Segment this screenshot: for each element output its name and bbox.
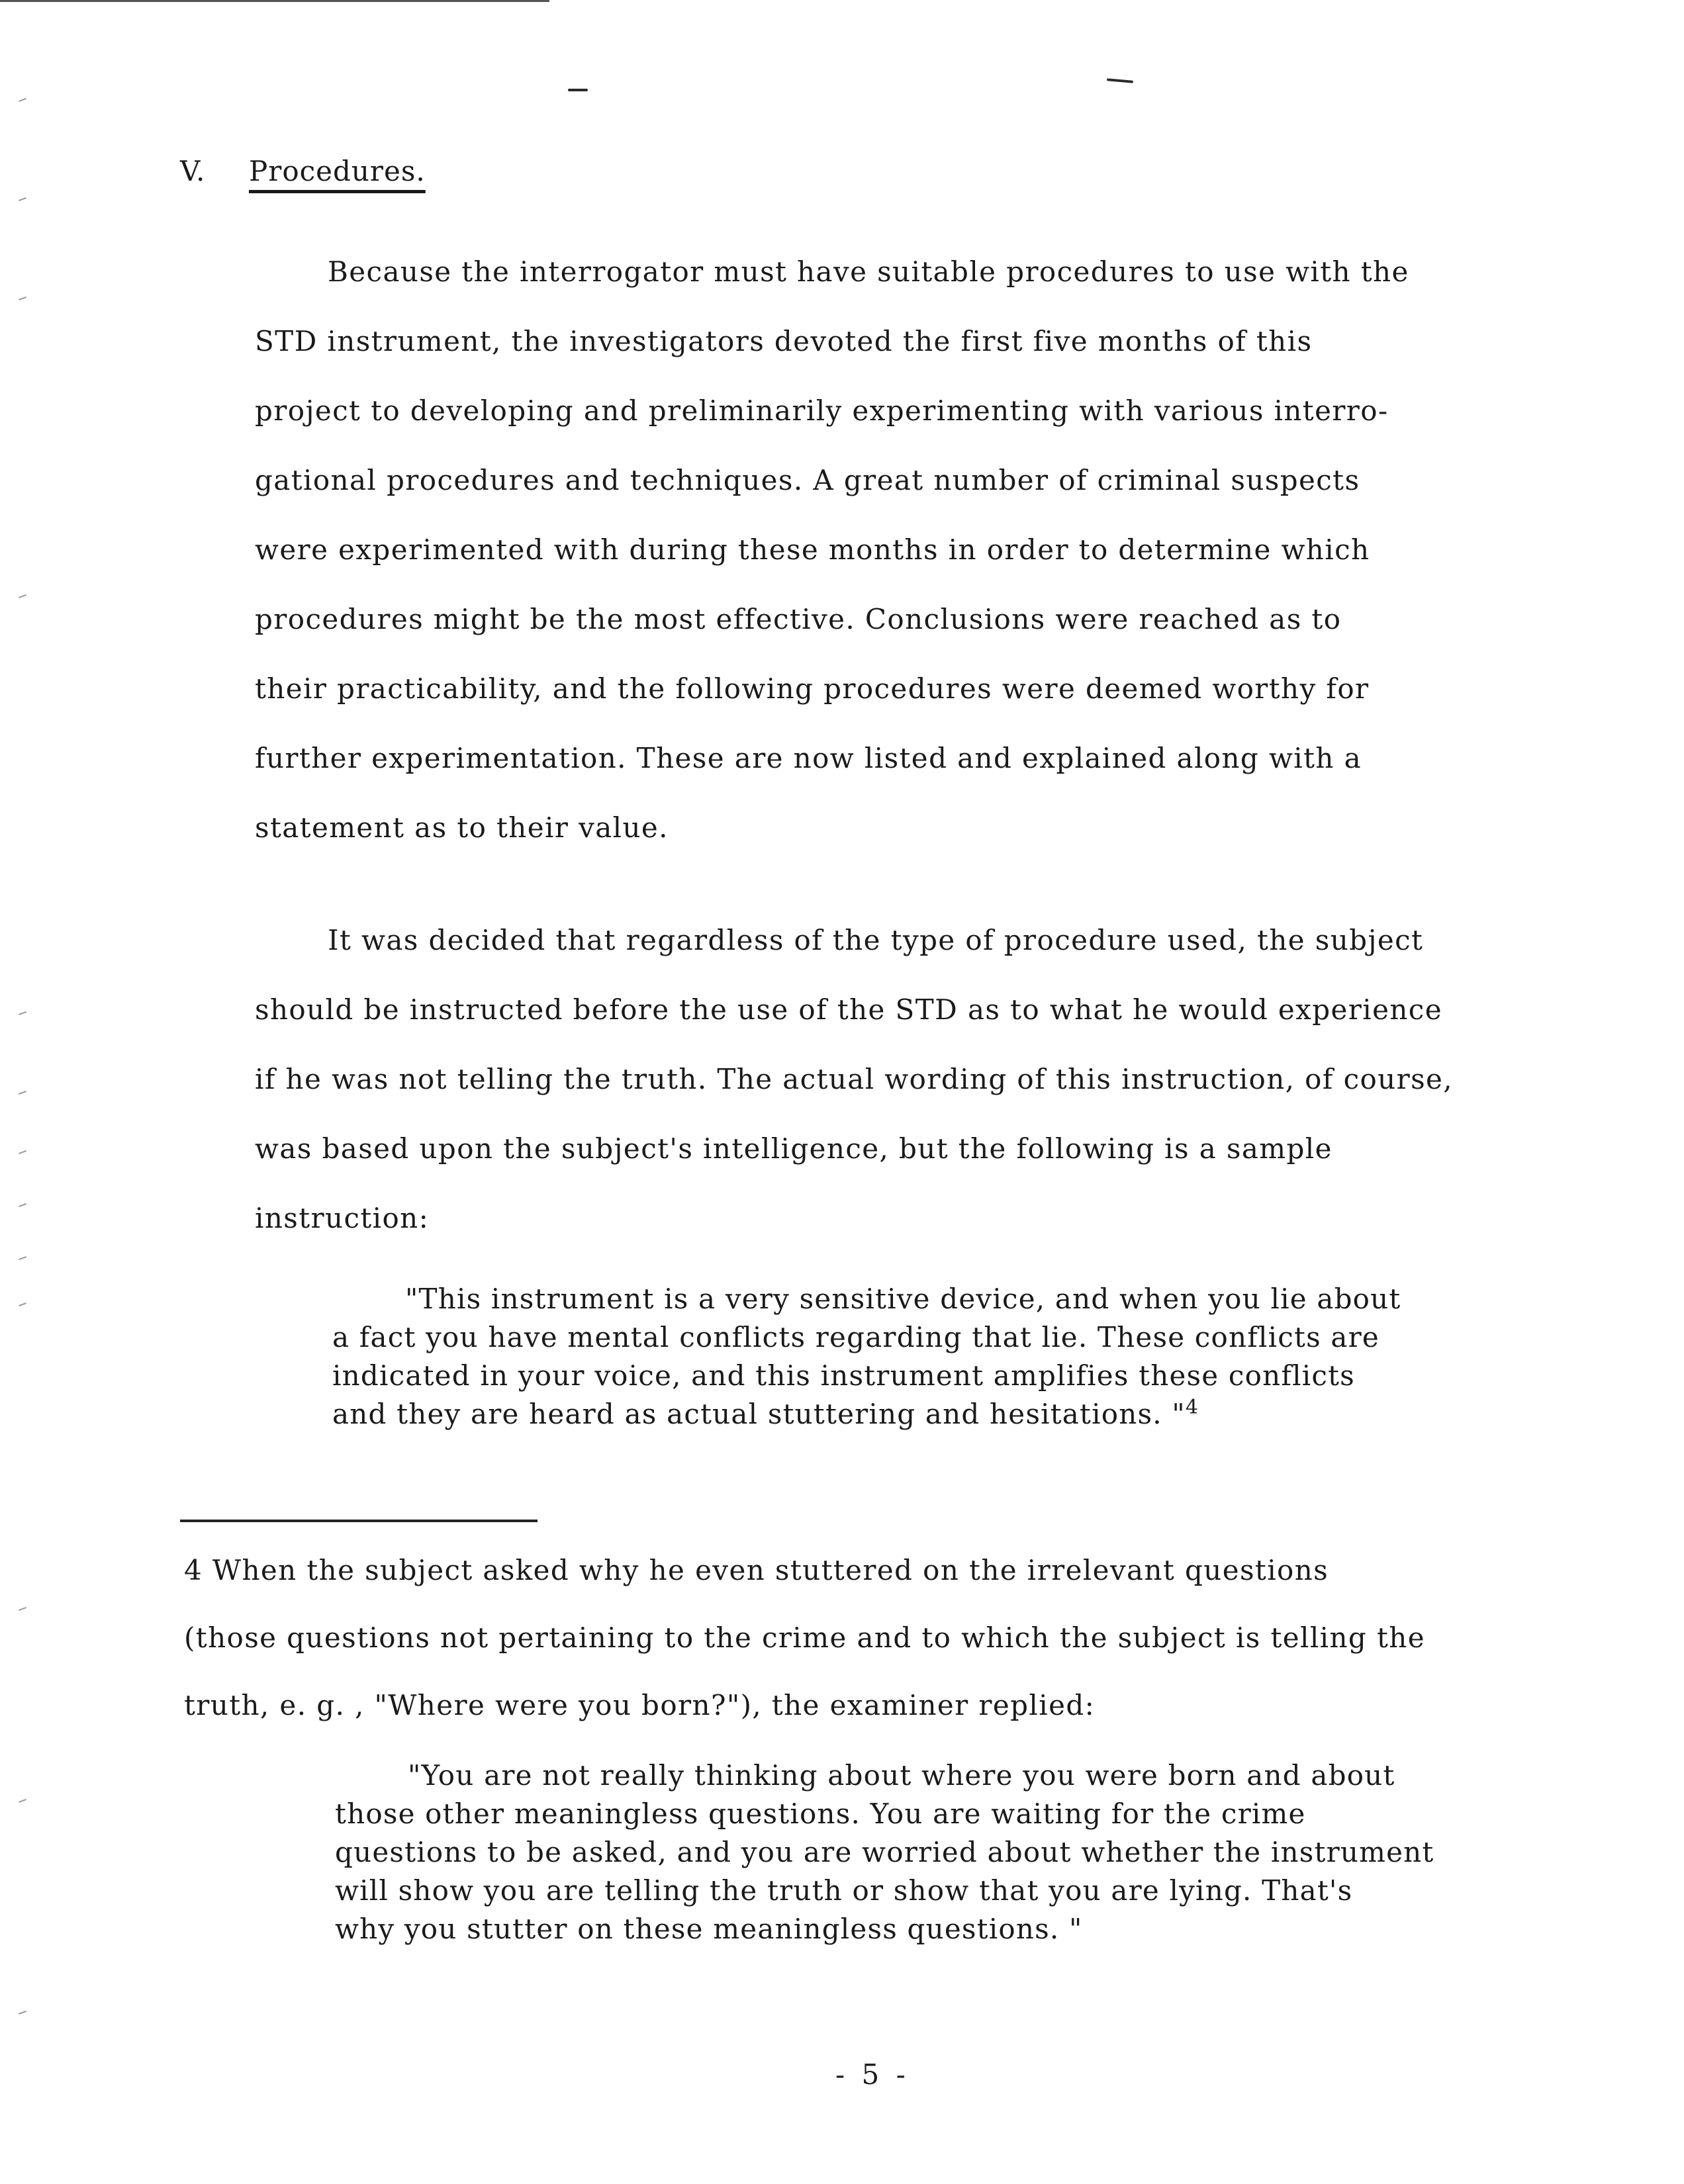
quote-line: those other meaningless questions. You are waiting for the crime (335, 1797, 1306, 1830)
footnote-line: (those questions not pertaining to the crime and to which the subject is telling the (184, 1621, 1425, 1654)
paragraph-line: STD instrument, the investigators devoted the first five months of this (255, 325, 1313, 357)
quote-line-text: and they are heard as actual stuttering and hesitations. " (332, 1398, 1186, 1430)
paragraph-line: statement as to their value. (255, 811, 669, 844)
paragraph-line: gational procedures and techniques. A great number of criminal suspects (255, 464, 1360, 496)
quote-line: questions to be asked, and you are worried about whether the instrument (335, 1836, 1434, 1868)
quote-line: indicated in your voice, and this instrument amplifies these conflicts (332, 1359, 1355, 1392)
quote-line: why you stutter on these meaningless questions. " (335, 1913, 1083, 1945)
paragraph-line: was based upon the subject's intelligence, but the following is a sample (255, 1132, 1333, 1165)
examiner-reply-quote (335, 1756, 1593, 1948)
paragraph-line: instruction: (255, 1202, 430, 1234)
quote-line (332, 1395, 1590, 1433)
quote-line: "You are not really thinking about where you were born and about (408, 1759, 1395, 1792)
paragraph-line: further experimentation. These are now listed and explained along with a (255, 742, 1362, 774)
scan-top-rule (0, 0, 549, 2)
footnote-line: truth, e. g. , "Where were you born?"), the examiner replied: (184, 1689, 1096, 1721)
paragraph-line: project to developing and preliminarily experimenting with various interro- (255, 394, 1389, 427)
section-heading (180, 155, 426, 187)
quote-line: a fact you have mental conflicts regarding that lie. These conflicts are (332, 1321, 1380, 1353)
paragraph-intro (255, 237, 1605, 862)
page-number: - 5 - (835, 2058, 910, 2091)
scan-artifact-right (1107, 78, 1133, 83)
footnote-separator (180, 1520, 538, 1522)
paragraph-instruction (255, 905, 1605, 1253)
paragraph-line: Because the interrogator must have suitable procedures to use with the (328, 255, 1409, 288)
footnote-line: 4 When the subject asked why he even stuttered on the irrelevant questions (184, 1554, 1329, 1586)
footnote-4 (184, 1537, 1614, 1739)
paragraph-line: procedures might be the most effective. Conclusions were reached as to (255, 603, 1342, 635)
footnote-reference: 4 (1185, 1396, 1199, 1419)
paragraph-line: were experimented with during these months in order to determine which (255, 533, 1370, 566)
sample-instruction-quote (332, 1280, 1590, 1433)
paragraph-line: It was decided that regardless of the type of procedure used, the subject (328, 924, 1424, 956)
quote-line: will show you are telling the truth or show that you are lying. That's (335, 1874, 1353, 1907)
section-title: Procedures. (249, 155, 426, 187)
paragraph-line: if he was not telling the truth. The actual wording of this instruction, of course, (255, 1063, 1454, 1095)
quote-line: "This instrument is a very sensitive device, and when you lie about (405, 1283, 1401, 1315)
scan-artifact-left (568, 89, 588, 91)
paragraph-line: should be instructed before the use of the STD as to what he would experience (255, 993, 1442, 1026)
paragraph-line: their practicability, and the following procedures were deemed worthy for (255, 672, 1370, 705)
section-number: V. (180, 155, 206, 187)
